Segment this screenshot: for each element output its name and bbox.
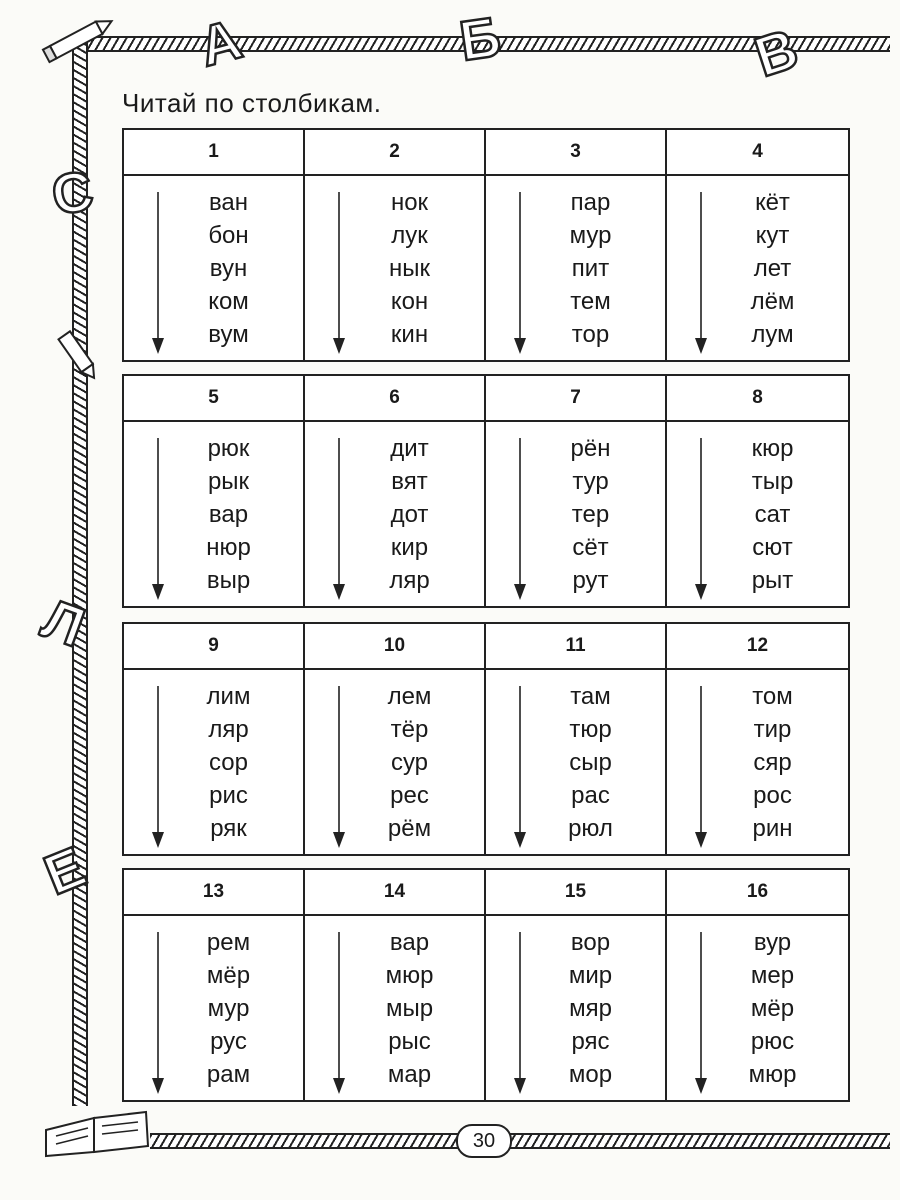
syllable: ван [208, 189, 249, 216]
syllable: ряк [210, 815, 247, 842]
syllable: нюр [206, 534, 251, 561]
syllable-block-1 [122, 128, 850, 362]
syllable: лим [206, 683, 251, 710]
syllable: рём [387, 815, 432, 842]
page-frame-bottom [150, 1133, 890, 1149]
syllable-column [305, 870, 486, 1100]
syllable: тер [571, 501, 610, 528]
syllable: там [570, 683, 611, 710]
syllable: вум [208, 321, 249, 348]
column-number: 5 [124, 376, 303, 422]
syllable: тёр [390, 716, 429, 743]
syllable: мёр [206, 962, 251, 989]
syllable: мяр [569, 995, 612, 1022]
syllable: сют [752, 534, 793, 561]
syllable: кюр [751, 435, 794, 462]
syllable: мар [387, 1061, 432, 1088]
syllable: рюл [568, 815, 613, 842]
syllable: тир [753, 716, 792, 743]
decor-letter-s: С [46, 157, 98, 228]
syllable: сяр [753, 749, 792, 776]
syllable: мор [568, 1061, 613, 1088]
column-number: 15 [486, 870, 665, 916]
syllable-block-2 [122, 374, 850, 608]
syllable-block-4 [122, 868, 850, 1102]
syllable: рас [571, 782, 610, 809]
syllable: мюр [385, 962, 434, 989]
syllable: лем [387, 683, 432, 710]
syllable: нык [388, 255, 430, 282]
syllable: рюк [207, 435, 250, 462]
page-number: 30 [456, 1124, 512, 1158]
syllable: рён [570, 435, 611, 462]
syllable: вун [209, 255, 248, 282]
column-number: 13 [124, 870, 303, 916]
decor-letter-e: Е [35, 834, 94, 907]
syllable: тем [570, 288, 611, 315]
syllable-column [667, 376, 848, 606]
decor-letter-v: В [747, 16, 806, 89]
syllable-column [305, 130, 486, 360]
syllable: бон [208, 222, 249, 249]
column-number: 4 [667, 130, 848, 176]
syllable: нок [390, 189, 429, 216]
syllable: дот [390, 501, 429, 528]
syllable: сёт [572, 534, 609, 561]
syllable: рус [210, 1028, 247, 1055]
syllable-column [124, 130, 305, 360]
syllable-column [486, 870, 667, 1100]
column-number: 16 [667, 870, 848, 916]
syllable-column [486, 624, 667, 854]
syllable: выр [206, 567, 251, 594]
syllable: лук [391, 222, 428, 249]
syllable: кут [755, 222, 790, 249]
syllable: вар [389, 929, 430, 956]
syllable: рин [752, 815, 793, 842]
syllable-column [124, 376, 305, 606]
syllable: тур [572, 468, 609, 495]
decor-letter-b: Б [455, 4, 505, 73]
pencil-icon [48, 320, 108, 390]
syllable: тор [571, 321, 610, 348]
syllable: рыс [388, 1028, 431, 1055]
syllable: рис [209, 782, 248, 809]
column-number: 8 [667, 376, 848, 422]
syllable: вят [391, 468, 428, 495]
syllable: сат [754, 501, 791, 528]
syllable: кёт [755, 189, 790, 216]
syllable: ляр [208, 716, 249, 743]
pencil-icon [38, 14, 118, 64]
syllable: мур [569, 222, 612, 249]
column-number: 2 [305, 130, 484, 176]
syllable: ряс [571, 1028, 610, 1055]
syllable: пит [571, 255, 610, 282]
column-number: 12 [667, 624, 848, 670]
syllable: мер [750, 962, 795, 989]
syllable-column [124, 624, 305, 854]
syllable: мур [207, 995, 250, 1022]
column-number: 14 [305, 870, 484, 916]
syllable: рос [753, 782, 792, 809]
syllable: рюс [750, 1028, 795, 1055]
syllable: рес [390, 782, 429, 809]
syllable: вур [753, 929, 792, 956]
syllable-block-3 [122, 622, 850, 856]
syllable: мюр [748, 1061, 797, 1088]
syllable: рык [207, 468, 250, 495]
instruction-text: Читай по столбикам. [122, 88, 382, 118]
syllable-column [305, 624, 486, 854]
syllable-column [667, 870, 848, 1100]
syllable: мыр [385, 995, 434, 1022]
syllable-column [486, 130, 667, 360]
syllable-column [305, 376, 486, 606]
column-number: 7 [486, 376, 665, 422]
column-number: 6 [305, 376, 484, 422]
decor-letter-a: А [192, 6, 248, 79]
syllable: ком [208, 288, 249, 315]
syllable: тыр [751, 468, 794, 495]
syllable: пар [570, 189, 611, 216]
syllable: рем [206, 929, 251, 956]
syllable: кин [390, 321, 429, 348]
syllable-column [667, 130, 848, 360]
syllable: лём [750, 288, 795, 315]
syllable-column [486, 376, 667, 606]
column-number: 3 [486, 130, 665, 176]
decor-letter-l: Л [34, 586, 93, 659]
syllable: вар [208, 501, 249, 528]
syllable-column [667, 624, 848, 854]
syllable: ляр [389, 567, 430, 594]
syllable: мёр [750, 995, 795, 1022]
syllable: кон [390, 288, 429, 315]
syllable: вор [570, 929, 611, 956]
syllable: лум [751, 321, 794, 348]
syllable: лет [753, 255, 792, 282]
syllable: том [752, 683, 793, 710]
syllable: сор [209, 749, 248, 776]
column-number: 11 [486, 624, 665, 670]
syllable: дит [390, 435, 429, 462]
column-number: 9 [124, 624, 303, 670]
syllable: мир [568, 962, 613, 989]
syllable: рам [206, 1061, 251, 1088]
syllable: сыр [569, 749, 612, 776]
column-number: 1 [124, 130, 303, 176]
syllable: сур [390, 749, 429, 776]
syllable-column [124, 870, 305, 1100]
syllable: кир [390, 534, 429, 561]
column-number: 10 [305, 624, 484, 670]
syllable: тюр [569, 716, 612, 743]
syllable: рыт [751, 567, 794, 594]
syllable: рут [572, 567, 609, 594]
